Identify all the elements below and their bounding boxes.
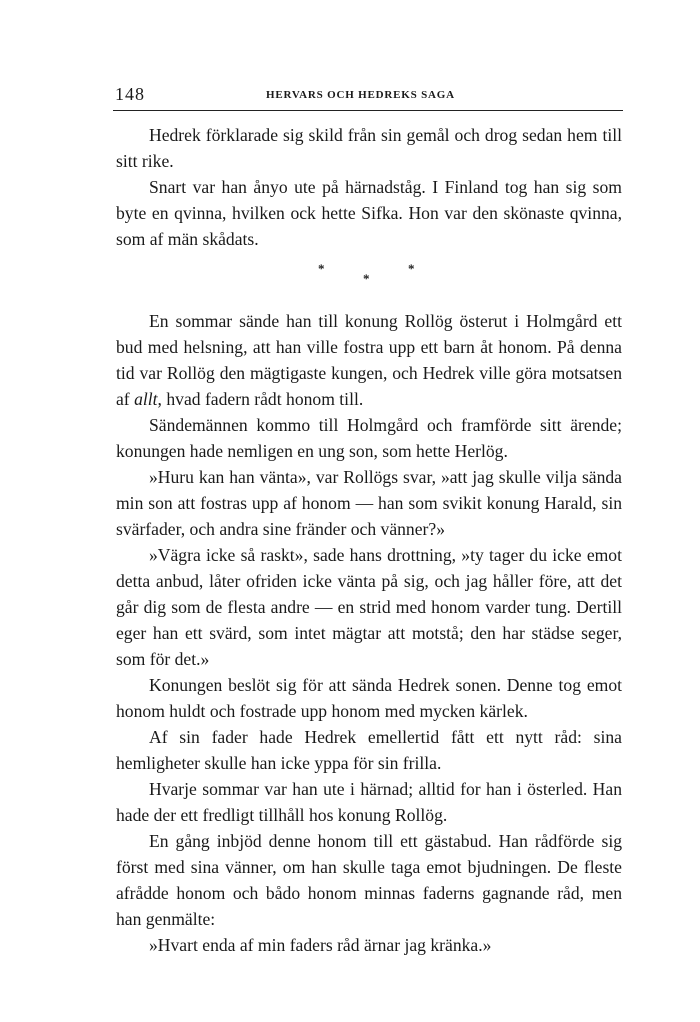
- paragraph: [116, 308, 622, 412]
- paragraph: En gång inbjöd denne honom till ett gästabud. Han rådförde sig först med sina vänner, om han skulle taga emot bjudningen. De fleste afrådde honom och bådo honom minnas faderns gagnande råd, men han genmälte:: [116, 831, 622, 929]
- asterisk-ornament: *: [363, 271, 370, 286]
- paragraph: »Huru kan han vänta», var Rollögs svar, »att jag skulle vilja sända min son att fostras upp af honom — han som svikit konung Harald, sin svärfader, och andra sine fränder och vänner?»: [116, 467, 622, 539]
- paragraph: Hvarje sommar var han ute i härnad; alltid for han i österled. Han hade der ett fredligt tillhåll hos konung Rollög.: [116, 779, 622, 825]
- paragraph-text: En sommar sände han till konung Rollög österut i Holmgård ett bud med helsning, att han ville fostra upp ett barn åt honom. På denna tid var Rollög den mägtigaste kungen, och Hedrek ville göra motsatsen af: [116, 311, 622, 409]
- running-title: HERVARS OCH HEDREKS SAGA: [266, 89, 455, 101]
- paragraph: »Vägra icke så raskt», sade hans drottning, »ty tager du icke emot detta anbud, låter ofriden icke vänta på sig, och jag håller före, att det går dig som de flesta andre — en strid med honom varder tung. Dertill eger han ett svärd, som intet mägtar att motstå; den har städse seger, som för det.»: [116, 545, 622, 669]
- asterisk-ornament: *: [408, 261, 415, 276]
- italic-word: allt: [134, 389, 158, 409]
- page-header: [113, 84, 623, 111]
- paragraph: Hedrek förklarade sig skild från sin gemål och drog sedan hem till sitt rike.: [116, 125, 622, 171]
- body-text: [116, 122, 622, 958]
- paragraph: Af sin fader hade Hedrek emellertid fått ett nytt råd: sina hemligheter skulle han icke yppa för sin frilla.: [116, 727, 622, 773]
- paragraph: Sändemännen kommo till Holmgård och framförde sitt ärende; konungen hade nemligen en ung son, som hette Herlög.: [116, 415, 622, 461]
- paragraph: »Hvart enda af min faders råd ärnar jag kränka.»: [149, 935, 492, 955]
- asterisk-ornament: *: [318, 261, 325, 276]
- paragraph: Snart var han ånyo ute på härnadståg. I Finland tog han sig som byte en qvinna, hvilken ock hette Sifka. Hon var den skönaste qvinna, som af män skådats.: [116, 177, 622, 249]
- paragraph: Konungen beslöt sig för att sända Hedrek sonen. Denne tog emot honom huldt och fostrade upp honom med mycken kärlek.: [116, 675, 622, 721]
- page-number: 148: [115, 84, 145, 104]
- section-separator: [116, 256, 622, 294]
- paragraph-text: , hvad fadern rådt honom till.: [157, 389, 364, 409]
